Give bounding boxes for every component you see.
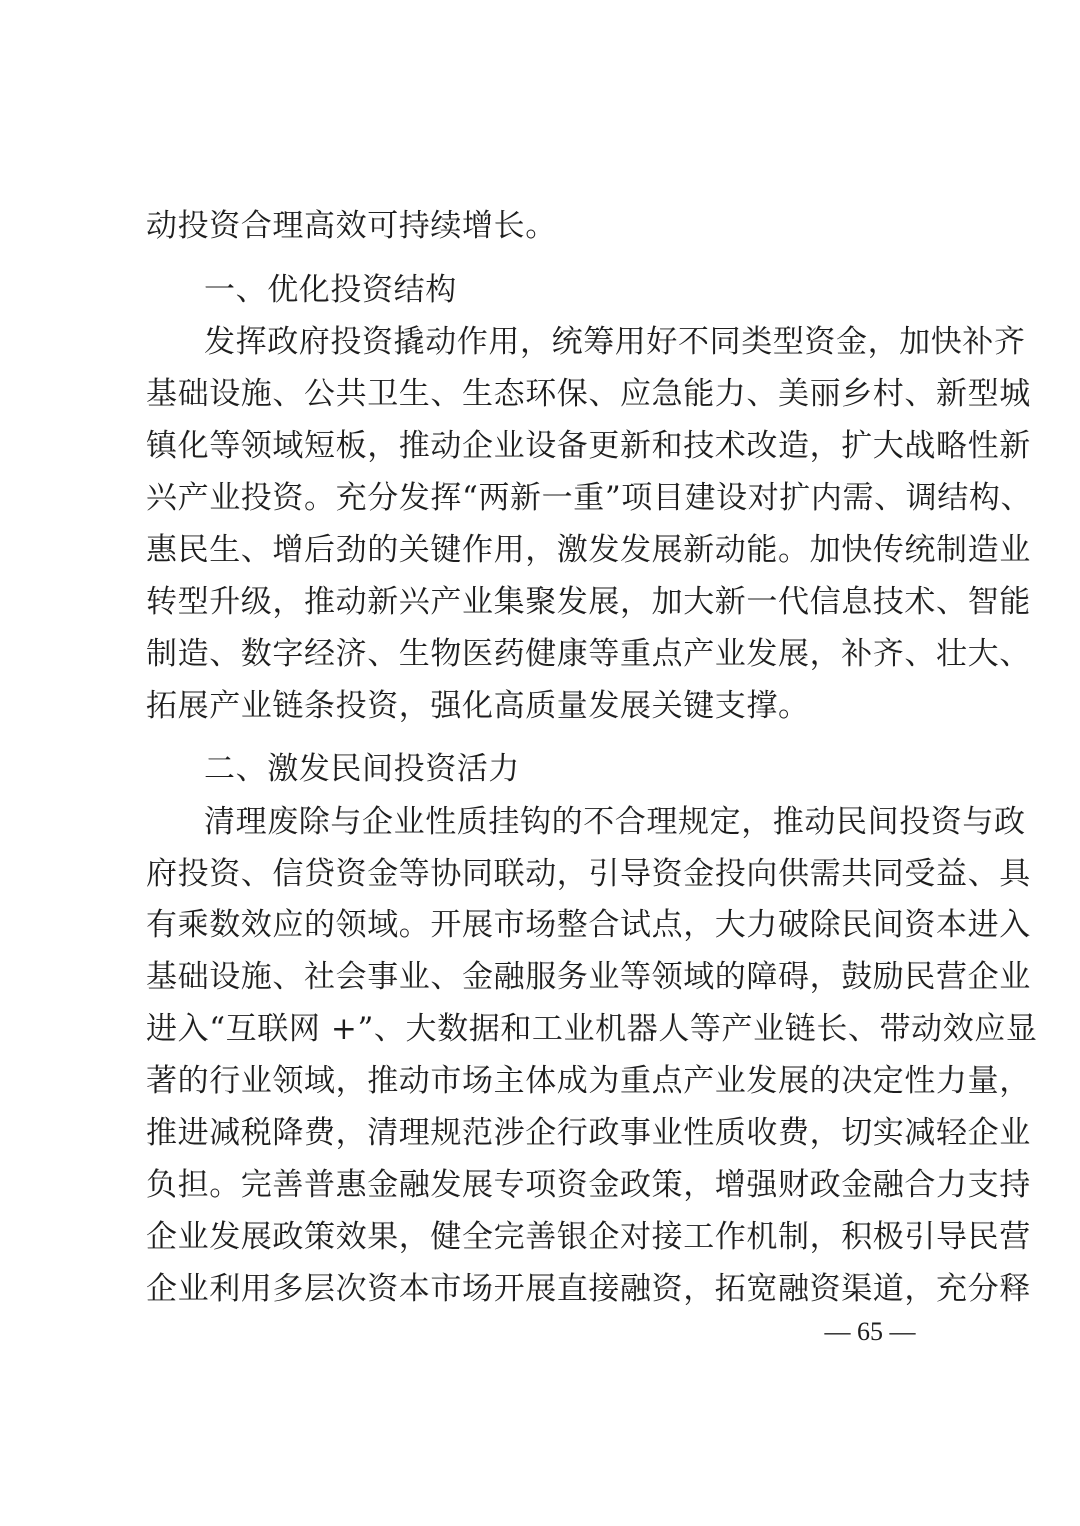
paragraph-line: 基础设施、社会事业、金融服务业等领域的障碍，鼓励民营企业 bbox=[146, 959, 1031, 995]
paragraph-line: 拓展产业链条投资，强化高质量发展关键支撑。 bbox=[146, 688, 810, 724]
page-number: — 65 — bbox=[824, 1317, 916, 1346]
paragraph-line: 府投资、信贷资金等协同联动，引导资金投向供需共同受益、具 bbox=[146, 856, 1031, 892]
paragraph-line: 进入“互联网 +”、大数据和工业机器人等产业链长、带动效应显 bbox=[146, 1011, 1038, 1047]
paragraph-line: 推进减税降费，清理规范涉企行政事业性质收费，切实减轻企业 bbox=[146, 1115, 1031, 1151]
paragraph-line: 发挥政府投资撬动作用，统筹用好不同类型资金，加快补齐 bbox=[204, 324, 1026, 360]
paragraph-line: 有乘数效应的领域。开展市场整合试点，大力破除民间资本进入 bbox=[146, 907, 1031, 943]
paragraph-line: 转型升级，推动新兴产业集聚发展，加大新一代信息技术、智能 bbox=[146, 584, 1031, 620]
section-heading: 二、激发民间投资活力 bbox=[204, 751, 520, 787]
paragraph-line: 企业利用多层次资本市场开展直接融资，拓宽融资渠道，充分释 bbox=[146, 1271, 1031, 1307]
paragraph-line: 制造、数字经济、生物医药健康等重点产业发展，补齐、壮大、 bbox=[146, 636, 1031, 672]
paragraph-line: 负担。完善普惠金融发展专项资金政策，增强财政金融合力支持 bbox=[146, 1167, 1031, 1203]
section-heading: 一、优化投资结构 bbox=[204, 272, 457, 308]
paragraph-line: 惠民生、增后劲的关键作用，激发发展新动能。加快传统制造业 bbox=[146, 532, 1031, 568]
paragraph-line: 动投资合理高效可持续增长。 bbox=[146, 208, 557, 244]
paragraph-line: 著的行业领域，推动市场主体成为重点产业发展的决定性力量， bbox=[146, 1063, 1031, 1099]
paragraph-line: 企业发展政策效果，健全完善银企对接工作机制，积极引导民营 bbox=[146, 1219, 1031, 1255]
paragraph-line: 镇化等领域短板，推动企业设备更新和技术改造，扩大战略性新 bbox=[146, 428, 1031, 464]
paragraph-line: 清理废除与企业性质挂钩的不合理规定，推动民间投资与政 bbox=[204, 804, 1026, 840]
paragraph-line: 兴产业投资。充分发挥“两新一重”项目建设对扩内需、调结构、 bbox=[146, 480, 1033, 516]
paragraph-line: 基础设施、公共卫生、生态环保、应急能力、美丽乡村、新型城 bbox=[146, 376, 1031, 412]
